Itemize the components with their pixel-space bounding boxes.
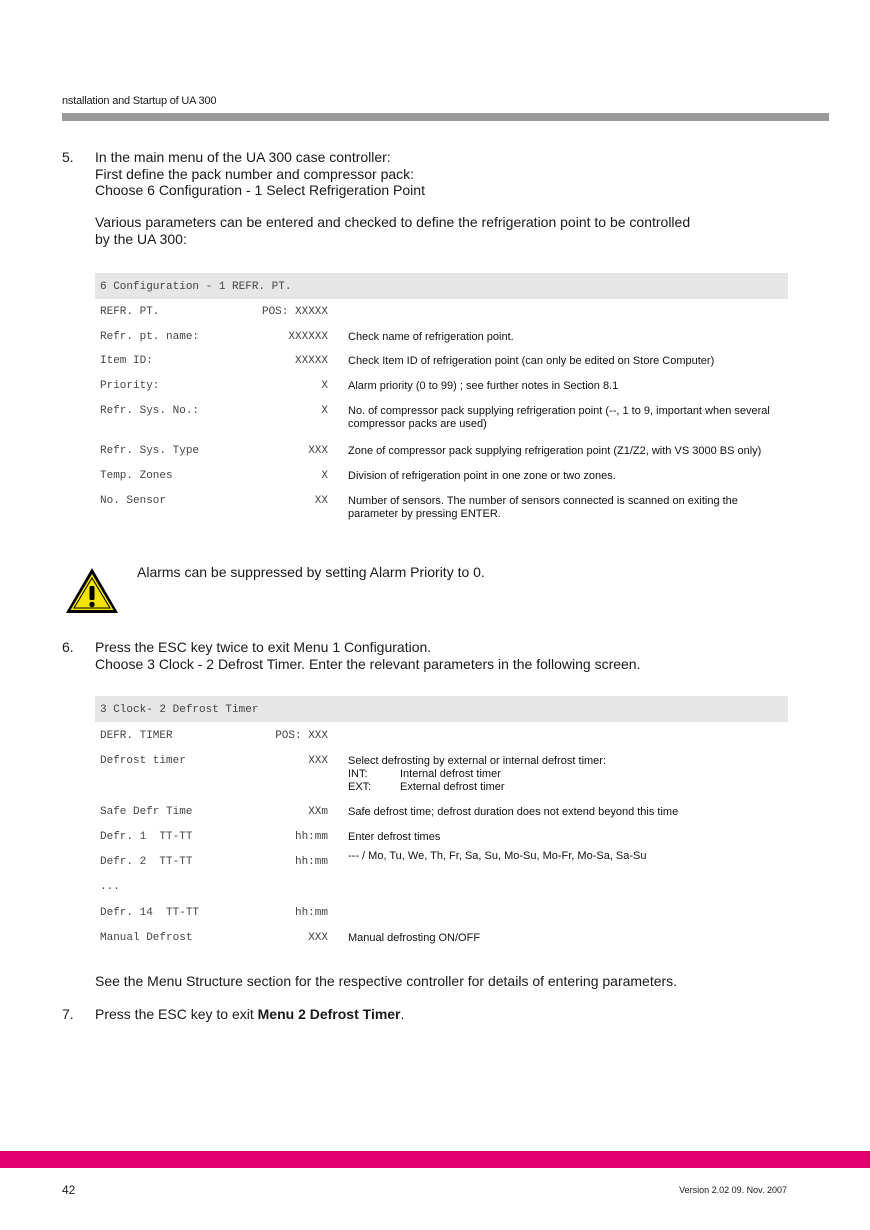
step-7-text xyxy=(95,1006,404,1023)
timer-option xyxy=(348,781,788,794)
param-value: hh:mm xyxy=(294,856,328,868)
param-description: No. of compressor pack supplying refrigeration point (--, 1 to 9, important when several compressor packs are used) xyxy=(348,405,770,430)
param-value: XXX xyxy=(308,755,328,767)
header-divider xyxy=(62,113,829,121)
param-description xyxy=(348,755,788,794)
step-5-line: Choose 6 Configuration - 1 Select Refrigeration Point xyxy=(95,182,425,198)
step-5-line: In the main menu of the UA 300 case controller: xyxy=(95,149,391,165)
defrost-row xyxy=(95,932,795,952)
page-number: 42 xyxy=(62,1183,76,1197)
config-row xyxy=(95,355,795,375)
defrost-row xyxy=(95,730,795,750)
param-value: X xyxy=(321,380,328,392)
param-value: XXX xyxy=(308,932,328,944)
version-info: Version 2.02 09. Nov. 2007 xyxy=(679,1185,787,1195)
warning-text: Alarms can be suppressed by setting Alarm Priority to 0. xyxy=(137,564,485,580)
page-header-title: nstallation and Startup of UA 300 xyxy=(62,95,217,107)
param-description: Number of sensors. The number of sensors connected is scanned on exiting the parameter by pressing ENTER. xyxy=(348,495,738,520)
warning-triangle-icon xyxy=(64,566,120,621)
param-name: Defr. 1 TT-TT xyxy=(100,831,193,843)
config-row xyxy=(95,380,795,400)
param-name: ... xyxy=(100,881,120,893)
param-name: Defrost timer xyxy=(100,755,186,767)
param-value: XXX xyxy=(308,445,328,457)
timer-option-key: INT: xyxy=(348,768,368,780)
param-description: Safe defrost time; defrost duration does not extend beyond this time xyxy=(348,806,679,818)
footer-accent-bar xyxy=(0,1151,870,1168)
step-5-line: First define the pack number and compressor pack: xyxy=(95,165,415,182)
step-7-bold: Menu 2 Defrost Timer xyxy=(257,1006,401,1022)
param-description: Alarm priority (0 to 99) ; see further notes in Section 8.1 xyxy=(348,380,619,392)
param-name: Temp. Zones xyxy=(100,470,173,482)
menu-structure-note: See the Menu Structure section for the respective controller for details of entering parameters. xyxy=(95,973,678,989)
defrost-row xyxy=(95,806,795,826)
timer-option-key: EXT: xyxy=(348,781,372,793)
param-value: XX xyxy=(314,495,328,507)
param-value: hh:mm xyxy=(294,831,328,843)
param-name: REFR. PT. xyxy=(100,306,160,318)
param-name: Priority: xyxy=(100,380,160,392)
timer-option-label: Internal defrost timer xyxy=(400,768,501,780)
param-value: XXXXX xyxy=(294,355,328,367)
param-value: X xyxy=(321,405,328,417)
param-name: Defr. 14 TT-TT xyxy=(100,907,200,919)
config-panel-title: 6 Configuration - 1 REFR. PT. xyxy=(95,273,788,299)
step-7-suffix: . xyxy=(400,1006,405,1022)
param-description: --- / Mo, Tu, We, Th, Fr, Sa, Su, Mo-Su, Mo-Fr, Mo-Sa, Sa-Su xyxy=(348,850,647,862)
step-7-prefix: Press the ESC key to exit xyxy=(95,1006,258,1022)
param-description: Division of refrigeration point in one zone or two zones. xyxy=(348,470,616,482)
config-row xyxy=(95,470,795,490)
timer-option-label: External defrost timer xyxy=(400,781,505,793)
timer-option xyxy=(348,768,788,781)
step-6-line: Choose 3 Clock - 2 Defrost Timer. Enter the relevant parameters in the following screen. xyxy=(95,655,641,672)
param-name: Refr. Sys. Type xyxy=(100,445,200,457)
param-name: Defr. 2 TT-TT xyxy=(100,856,193,868)
param-name: No. Sensor xyxy=(100,495,167,507)
step-5-paragraph xyxy=(95,214,690,247)
param-name: DEFR. TIMER xyxy=(100,730,173,742)
param-description: Check name of refrigeration point. xyxy=(348,331,514,343)
step-6-number: 6. xyxy=(62,639,74,655)
defrost-row xyxy=(95,881,795,901)
step-6-line: Press the ESC key twice to exit Menu 1 Configuration. xyxy=(95,639,432,655)
param-name: Item ID: xyxy=(100,355,153,367)
param-value: POS: XXXXX xyxy=(261,306,328,318)
param-name: Manual Defrost xyxy=(100,932,193,944)
param-value: hh:mm xyxy=(294,907,328,919)
step-5-number: 5. xyxy=(62,149,74,165)
defrost-row xyxy=(95,907,795,927)
param-description: Zone of compressor pack supplying refrigeration point (Z1/Z2, with VS 3000 BS only) xyxy=(348,445,762,457)
param-description: Enter defrost times xyxy=(348,831,441,843)
step-5-para-line: by the UA 300: xyxy=(95,230,187,247)
defrost-row xyxy=(95,850,795,876)
step-6-text xyxy=(95,639,640,672)
param-value: X xyxy=(321,470,328,482)
param-name: Refr. pt. name: xyxy=(100,331,200,343)
param-value: POS: XXX xyxy=(275,730,328,742)
param-name: Refr. Sys. No.: xyxy=(100,405,200,417)
defrost-row xyxy=(95,755,795,795)
step-5-para-line: Various parameters can be entered and checked to define the refrigeration point to be controlled xyxy=(95,214,691,230)
defrost-panel-title: 3 Clock- 2 Defrost Timer xyxy=(95,696,788,722)
param-description: Check Item ID of refrigeration point (can only be edited on Store Computer) xyxy=(348,355,715,367)
defrost-timer-desc: Select defrosting by external or internal defrost timer: xyxy=(348,755,607,767)
param-value: XXXXXX xyxy=(288,331,328,343)
config-row xyxy=(95,306,795,326)
step-7-number: 7. xyxy=(62,1006,74,1022)
param-name: Safe Defr Time xyxy=(100,806,193,818)
config-row xyxy=(95,495,795,529)
config-row xyxy=(95,331,795,351)
config-row xyxy=(95,405,795,439)
config-row xyxy=(95,445,795,465)
defrost-row xyxy=(95,831,795,851)
step-5-text xyxy=(95,149,425,199)
param-value: XXm xyxy=(308,806,328,818)
param-description: Manual defrosting ON/OFF xyxy=(348,932,481,944)
